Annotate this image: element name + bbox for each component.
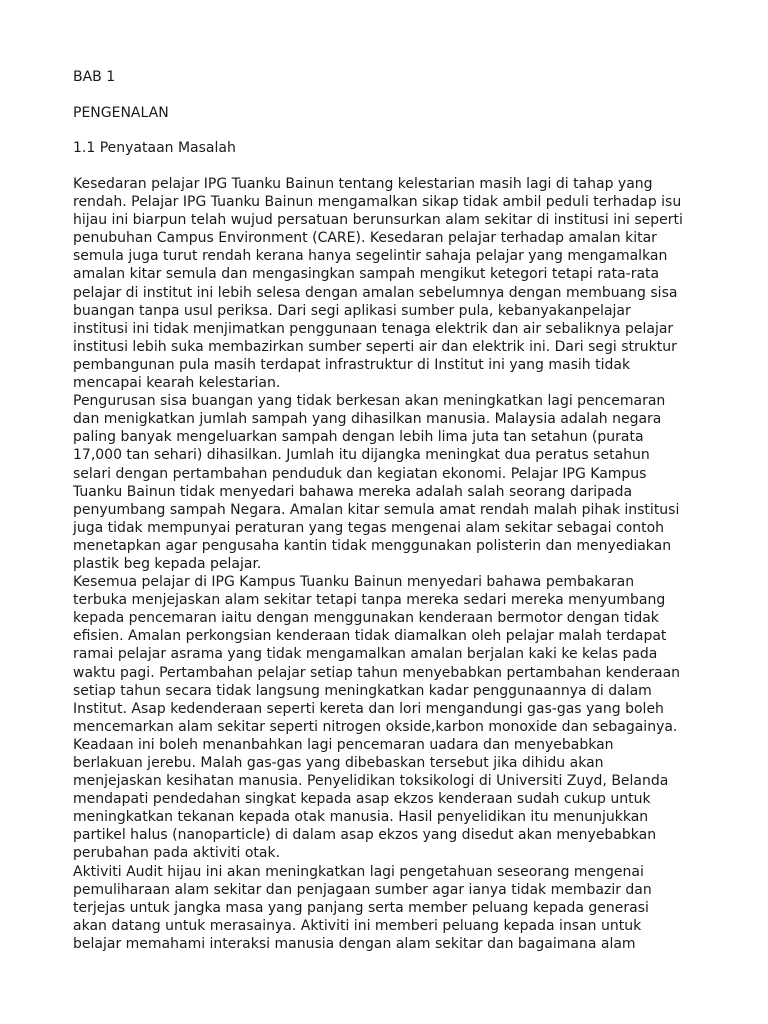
text-line: pemuliharaan alam sekitar dan penjagaan sumber agar ianya tidak membazir dan [73,881,652,898]
text-line: perubahan pada aktiviti otak. [73,845,281,862]
chapter-number: BAB 1 [73,69,116,85]
chapter-title: PENGENALAN [73,105,169,121]
text-line: mencapai kearah kelestarian. [73,375,281,392]
text-line: hijau ini biarpun telah wujud persatuan berunsurkan alam sekitar di institusi ini seperti [73,212,683,229]
body-text [73,175,713,953]
text-line: kepada pencemaran iaitu dengan menggunakan kenderaan bermotor dengan tidak [73,610,659,627]
text-line: institusi ini tidak menjimatkan penggunaan tenaga elektrik dan air sebaliknya pelajar [73,320,674,337]
text-line: partikel halus (nanoparticle) di dalam asap ekzos yang disedut akan menyebabkan [73,827,657,844]
text-line: mencemarkan alam sekitar seperti nitrogen okside,karbon monoxide dan sebagainya. [73,718,678,735]
text-line: dan menigkatkan jumlah sampah yang dihasilkan manusia. Malaysia adalah negara [73,411,662,428]
text-line: terbuka menjejaskan alam sekitar tetapi tanpa mereka sedari mereka menyumbang [73,592,666,609]
text-line: plastik beg kepada pelajar. [73,555,262,572]
text-line: mendapati pendedahan singkat kepada asap ekzos kenderaan sudah cukup untuk [73,791,651,808]
text-line: pembangunan pula masih terdapat infrastruktur di Institut ini yang masih tidak [73,356,631,373]
text-line: rendah. Pelajar IPG Tuanku Bainun mengamalkan sikap tidak ambil peduli terhadap isu [73,194,682,211]
text-line: ramai pelajar asrama yang tidak mengamalkan amalan berjalan kaki ke kelas pada [73,646,658,663]
text-line: akan datang untuk merasainya. Aktiviti ini memberi peluang kepada insan untuk [73,917,642,934]
text-line: penubuhan Campus Environment (CARE). Kesedaran pelajar terhadap amalan kitar [73,230,657,247]
text-line: berlakuan jerebu. Malah gas-gas yang dibebaskan tersebut jika dihidu akan [73,755,604,771]
text-line: pelajar di institut ini lebih selesa dengan amalan sebelumnya dengan membuang sisa [73,284,678,301]
text-line: Institut. Asap kedenderaan seperti kereta dan lori mengandungi gas-gas yang boleh [73,700,664,717]
text-line: Kesedaran pelajar IPG Tuanku Bainun tentang kelestarian masih lagi di tahap yang [73,176,653,192]
text-line: juga tidak mempunyai peraturan yang tegas mengenai alam sekitar sebagai contoh [73,519,665,536]
text-line: waktu pagi. Pertambahan pelajar setiap tahun menyebabkan pertambahan kenderaan [73,664,681,681]
text-line: amalan kitar semula dan mengasingkan sampah mengikut ketegori tetapi rata-rata [73,266,660,283]
text-line: buangan tanpa usul periksa. Dari segi aplikasi sumber pula, kebanyakanpelajar [73,302,631,319]
text-line: institusi lebih suka membazirkan sumber seperti air dan elektrik ini. Dari segi struktur [73,338,677,355]
text-line: Aktiviti Audit hijau ini akan meningkatkan lagi pengetahuan seseorang mengenai [73,863,644,880]
text-line: Pengurusan sisa buangan yang tidak berkesan akan meningkatkan lagi pencemaran [73,393,666,410]
text-line: menjejaskan kesihatan manusia. Penyelidikan toksikologi di Universiti Zuyd, Belanda [73,773,669,790]
text-line: Tuanku Bainun tidak menyedari bahawa mereka adalah salah seorang daripada [73,483,633,500]
text-line: efisien. Amalan perkongsian kenderaan tidak diamalkan oleh pelajar malah terdapat [73,628,667,645]
text-line: semula juga turut rendah kerana hanya segelintir sahaja pelajar yang mengamalkan [73,248,668,265]
text-line: Kesemua pelajar di IPG Kampus Tuanku Bainun menyedari bahawa pembakaran [73,574,635,591]
text-line: penyumbang sampah Negara. Amalan kitar semula amat rendah malah pihak institusi [73,501,680,518]
text-line: meningkatkan tekanan kepada otak manusia. Hasil penyelidikan itu menunjukkan [73,809,649,826]
text-line: Keadaan ini boleh menanbahkan lagi pencemaran uadara dan menyebabkan [73,736,614,753]
text-line: menetapkan agar pengusaha kantin tidak menggunakan polisterin dan menyediakan [73,537,672,554]
text-line: selari dengan pertambahan penduduk dan kegiatan ekonomi. Pelajar IPG Kampus [73,465,647,482]
text-line: paling banyak mengeluarkan sampah dengan lebih lima juta tan setahun (purata [73,429,644,446]
text-line: setiap tahun secara tidak langsung meningkatkan kadar penggunaannya di dalam [73,682,652,699]
section-title: 1.1 Penyataan Masalah [73,140,236,156]
text-line: 17,000 tan sehari) dihasilkan. Jumlah itu dijangka meningkat dua peratus setahun [73,447,650,464]
text-line: terjejas untuk jangka masa yang panjang serta member peluang kepada generasi [73,899,649,916]
text-line: belajar memahami interaksi manusia dengan alam sekitar dan bagaimana alam [73,935,636,952]
